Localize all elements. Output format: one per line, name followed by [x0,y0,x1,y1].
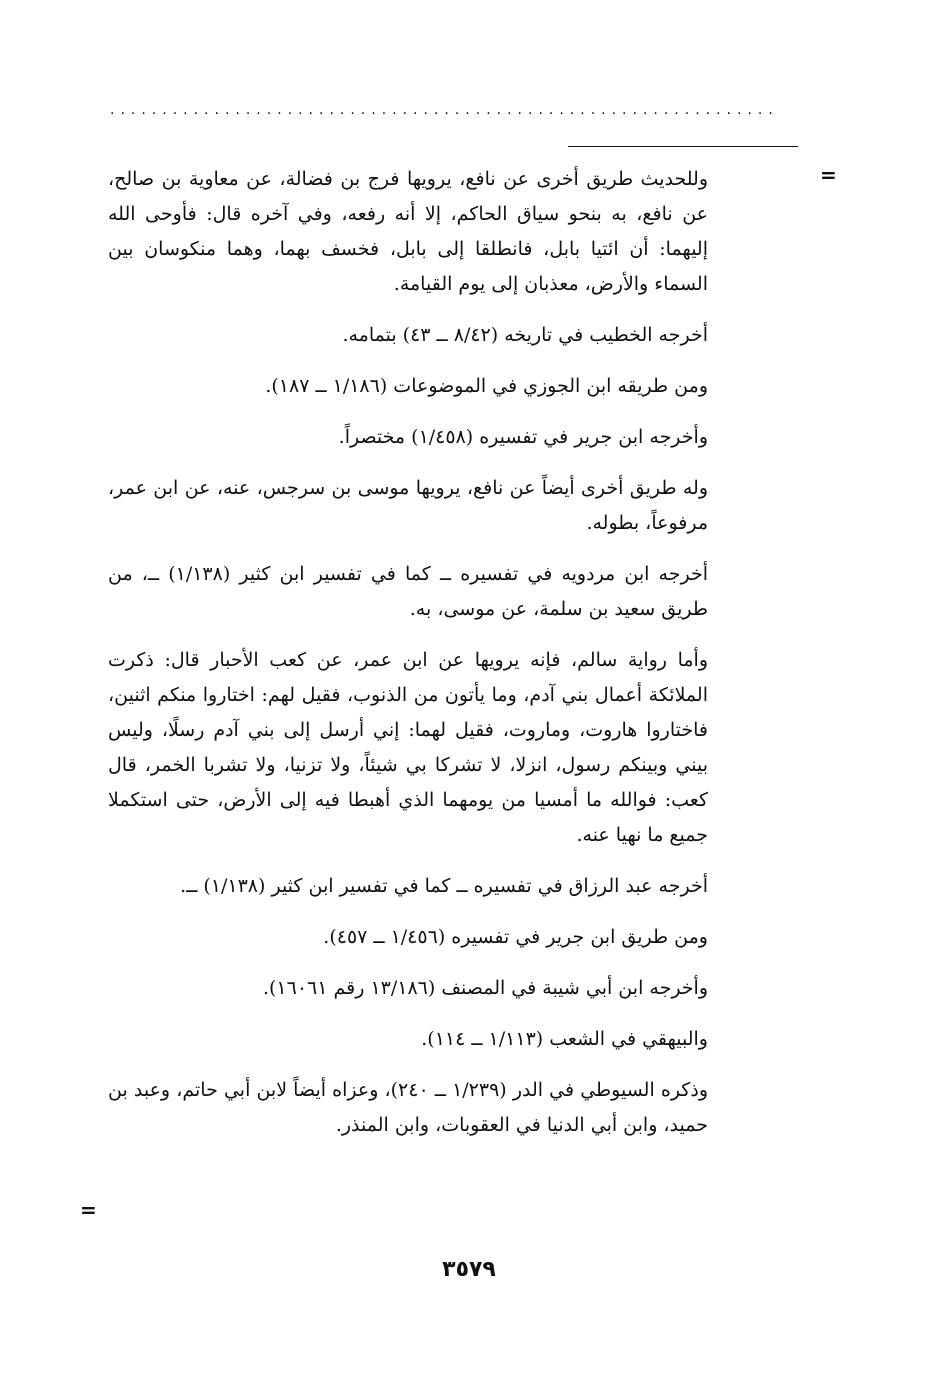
continuation-mark-bottom: = [80,1198,97,1222]
page-number: ٣٥٧٩ [442,1257,496,1282]
paragraph: أخرجه الخطيب في تاريخه (٨/٤٢ ــ ٤٣) بتمامه. [342,324,708,346]
footnote-body [108,162,708,1159]
paragraph: وذكره السيوطي في الدر (١/٢٣٩ ــ ٢٤٠)، وعزاه أيضاً لابن أبي حاتم، وعبد بن حميد، وابن أبي الدنيا في العقوبات، وابن المنذر. [108,1079,708,1136]
continuation-mark-top: = [820,163,837,187]
footnote-separator-rule [568,146,798,147]
paragraph: وأخرجه ابن جرير في تفسيره (١/٤٥٨) مختصراً. [338,426,708,448]
paragraph: وله طريق أخرى أيضاً عن نافع، يرويها موسى بن سرجس، عنه، عن ابن عمر، مرفوعاً، بطوله. [108,477,708,534]
paragraph: وأما رواية سالم، فإنه يرويها عن ابن عمر، عن كعب الأحبار قال: ذكرت الملائكة أعمال بني آدم، وما يأتون من الذنوب، فقيل لهم: اختاروا منكم اثنين، فاختاروا هاروت، وماروت، فقيل لهما: إني أرسل إلى بني آدم رسلًا، وليس بيني وبينكم رسول، انزلا، لا تشركا بي شيئاً، ولا تزنيا، ولا تشربا الخمر، قال كعب: فوالله ما أمسيا من يومهما الذي أهبطا فيه إلى الأرض، حتى استكملا جميع ما نهيا عنه. [108,649,708,846]
paragraph: أخرجه عبد الرزاق في تفسيره ــ كما في تفسير ابن كثير (١/١٣٨) ــ. [180,875,708,897]
paragraph: وأخرجه ابن أبي شيبة في المصنف (١٣/١٨٦ رقم ١٦٠٦١). [262,977,708,999]
paragraph: وللحديث طريق أخرى عن نافع، يرويها فرج بن فضالة، عن معاوية بن صالح، عن نافع، به بنحو سياق الحاكم، إلا أنه رفعه، وفي آخره قال: فأوحى الله إليهما: أن ائتيا بابل، فانطلقا إلى بابل، فخسف بهما، وهما منكوسان بين السماء والأرض، معذبان إلى يوم القيامة. [108,168,708,295]
paragraph: ومن طريقه ابن الجوزي في الموضوعات (١/١٨٦ ــ ١٨٧). [265,375,708,397]
paragraph: ومن طريق ابن جرير في تفسيره (١/٤٥٦ ــ ٤٥٧). [323,926,708,948]
paragraph: والبيهقي في الشعب (١/١١٣ ــ ١١٤). [421,1028,708,1050]
header-dot-leader: ................................................................ [110,102,779,118]
paragraph: أخرجه ابن مردويه في تفسيره ــ كما في تفسير ابن كثير (١/١٣٨) ــ، من طريق سعيد بن سلمة، عن موسى، به. [108,563,708,620]
